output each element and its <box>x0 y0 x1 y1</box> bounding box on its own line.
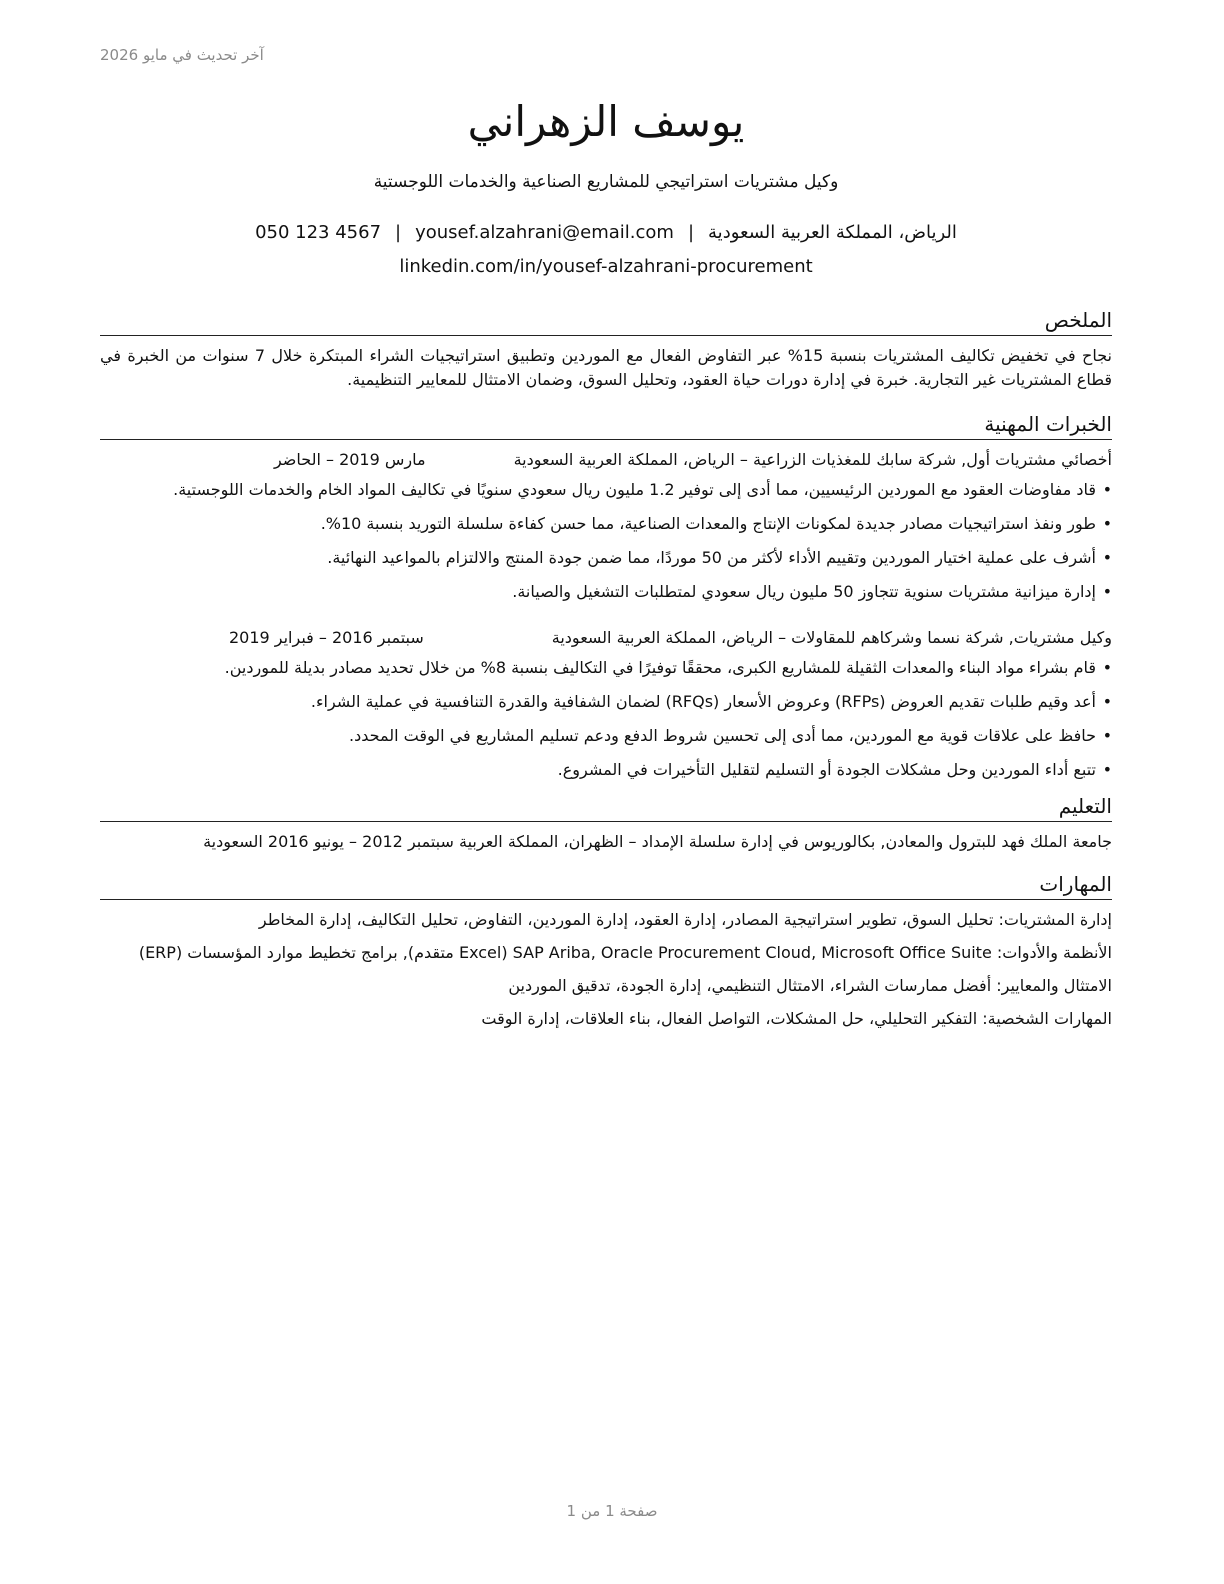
job-bullet: • تتبع أداء الموردين وحل مشكلات الجودة أو التسليم لتقليل التأخيرات في المشروع. <box>100 758 1112 782</box>
job-bullet: • إدارة ميزانية مشتريات سنوية تتجاوز 50 مليون ريال سعودي لمتطلبات التشغيل والصيانة. <box>100 580 1112 604</box>
contact-email[interactable]: yousef.alzahrani@email.com <box>415 222 674 243</box>
contact-phone[interactable]: 050 123 4567 <box>255 222 382 243</box>
job-bullet: • قام بشراء مواد البناء والمعدات الثقيلة للمشاريع الكبرى، محققًا توفيرًا في التكاليف بنسبة 8% من خلال تحديد مصادر بديلة للموردين. <box>100 656 1112 680</box>
section-title-experience: الخبرات المهنية <box>100 410 1112 440</box>
summary-text: نجاح في تخفيض تكاليف المشتريات بنسبة 15% عبر التفاوض الفعال مع الموردين وتطبيق استراتيجيات الشراء المبتكرة خلال 7 سنوات من الخبرة في قطاع المشتريات غير التجارية. خبرة في إدارة دورات حياة العقود، وتحليل السوق، وضمان الامتثال للمعايير التنظيمية. <box>100 346 1112 389</box>
resume-page <box>100 96 1112 1040</box>
contact-linkedin[interactable]: linkedin.com/in/yousef-alzahrani-procurement <box>399 256 813 277</box>
job-bullet: • طور ونفذ استراتيجيات مصادر جديدة لمكونات الإنتاج والمعدات الصناعية، مما حسن كفاءة سلسلة التوريد بنسبة 10%. <box>100 512 1112 536</box>
skills-line: الامتثال والمعايير: أفضل ممارسات الشراء، الامتثال التنظيمي، إدارة الجودة، تدقيق الموردين <box>508 976 1112 995</box>
skills-section <box>100 870 1112 1031</box>
job-bullet: • حافظ على علاقات قوية مع الموردين، مما أدى إلى تحسين شروط الدفع ودعم تسليم المشاريع في الوقت المحدد. <box>100 724 1112 748</box>
job-bullets <box>100 478 1112 604</box>
job-title-company: وكيل مشتريات, شركة نسما وشركاهم للمقاولات – الرياض، المملكة العربية السعودية <box>551 628 1112 647</box>
job-bullets <box>100 656 1112 782</box>
job-bullet: • قاد مفاوضات العقود مع الموردين الرئيسيين، مما أدى إلى توفير 1.2 مليون ريال سعودي سنويًا في تكاليف المواد الخام والخدمات اللوجستية. <box>100 478 1112 502</box>
contact-separator: | <box>687 222 695 243</box>
skills-line: إدارة المشتريات: تحليل السوق، تطوير استراتيجية المصادر، إدارة العقود، إدارة الموردين، التفاوض، تحليل التكاليف، إدارة المخاطر <box>258 910 1112 929</box>
job-dates: سبتمبر 2016 – فبراير 2019 <box>228 628 424 647</box>
job-entry <box>100 448 1112 604</box>
job-dates: مارس 2019 – الحاضر <box>273 450 426 469</box>
last-updated-label: آخر تحديث في مايو 2026 <box>100 46 264 64</box>
job-entry <box>100 626 1112 782</box>
contact-location: الرياض، المملكة العربية السعودية <box>708 222 957 243</box>
job-bullet: • أعد وقيم طلبات تقديم العروض (RFPs) وعروض الأسعار (RFQs) لضمان الشفافية والقدرة التنافسية في عملية الشراء. <box>100 690 1112 714</box>
section-title-summary: الملخص <box>100 306 1112 336</box>
skills-line: الأنظمة والأدوات: SAP Ariba, Oracle Procurement Cloud, Microsoft Office Suite (Excel متقدم), برامج تخطيط موارد المؤسسات (ERP) <box>138 943 1112 962</box>
job-header <box>100 448 1112 472</box>
candidate-headline: وكيل مشتريات استراتيجي للمشاريع الصناعية والخدمات اللوجستية <box>373 172 839 192</box>
contact-separator: | <box>395 222 402 243</box>
page-number-footer: صفحة 1 من 1 <box>566 1502 658 1520</box>
experience-section <box>100 410 1112 782</box>
candidate-name: يوسف الزهراني <box>467 97 745 146</box>
education-entry: جامعة الملك فهد للبترول والمعادن, بكالوريوس في إدارة سلسلة الإمداد – الظهران، المملكة العربية سبتمبر 2012 – يونيو 2016 السعودية <box>203 832 1112 851</box>
skills-line: المهارات الشخصية: التفكير التحليلي، حل المشكلات، التواصل الفعال، بناء العلاقات، إدارة الوقت <box>481 1009 1112 1028</box>
section-title-skills: المهارات <box>100 870 1112 900</box>
summary-section <box>100 306 1112 392</box>
job-header <box>100 626 1112 650</box>
section-title-education: التعليم <box>100 792 1112 822</box>
contact-line <box>100 220 1112 246</box>
education-section <box>100 792 1112 854</box>
job-title-company: أخصائي مشتريات أول, شركة سابك للمغذيات الزراعية – الرياض، المملكة العربية السعودية <box>513 450 1112 469</box>
job-bullet: • أشرف على عملية اختيار الموردين وتقييم الأداء لأكثر من 50 موردًا، مما ضمن جودة المنتج والالتزام بالمواعيد النهائية. <box>100 546 1112 570</box>
